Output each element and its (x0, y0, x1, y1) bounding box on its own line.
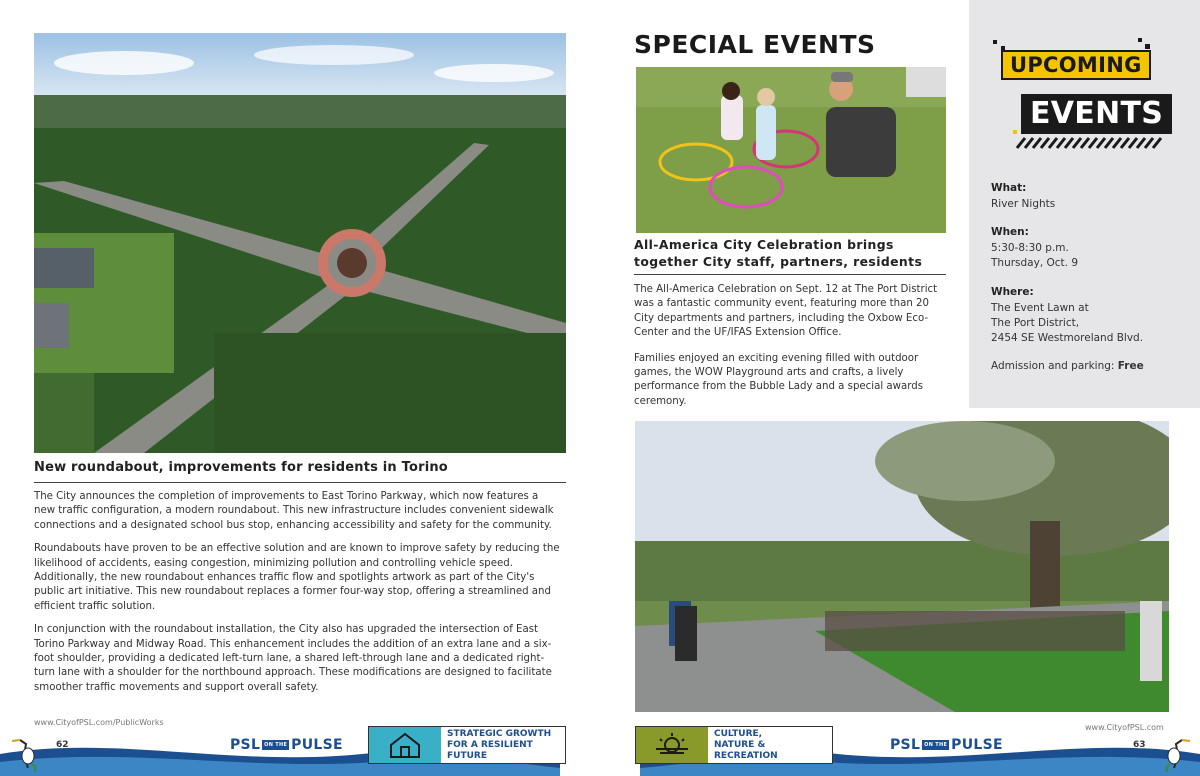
upcoming-label: UPCOMING (1001, 50, 1151, 80)
article-paragraph: The City announces the completion of improvements to East Torino Parkway, which now features a new traffic configuration, a modern roundabout. This new infrastructure includes convenient sidewalk connections and a designated school bus stop, enhancing accessibility and safety for the community. (34, 491, 554, 531)
upcoming-events-title (993, 38, 1173, 158)
footer-wave (0, 726, 1200, 776)
celebration-article-body (634, 283, 952, 418)
pillar-label: CULTURE, NATURE & RECREATION (714, 728, 778, 761)
sunset-icon (652, 731, 692, 759)
roundabout-aerial-photo (34, 33, 566, 453)
hula-hoop-photo (636, 67, 946, 233)
psl-pulse-logo (890, 737, 1003, 753)
when-value: 5:30-8:30 p.m. Thursday, Oct. 9 (991, 242, 1079, 269)
logo-pulse: PULSE (951, 737, 1003, 753)
heron-icon (1160, 736, 1190, 772)
logo-on-the: ON THE (924, 742, 948, 748)
house-icon-tile (369, 727, 441, 763)
psl-pulse-logo (230, 737, 343, 753)
logo-pulse: PULSE (291, 737, 343, 753)
port-district-event-photo (635, 421, 1169, 712)
celebration-headline: All-America City Celebration brings together City staff, partners, residents (634, 236, 946, 275)
strategic-growth-pillar (368, 726, 566, 764)
what-label: What: (991, 182, 1027, 194)
article-paragraph: In conjunction with the roundabout installation, the City also has upgraded the intersection of East Torino Parkway and Midway Road. This enhancement includes the addition of an extra lane and a six-foot shoulder, providing a dedicated left-turn lane, a shared left-through lane and a dedicated right-turn lane with a shoulder for the northbound approach. These modifications are designed to facilitate smoother traffic movements and support overall safety. (34, 624, 552, 693)
admission-value: Free (1117, 360, 1144, 372)
admission-info (991, 359, 1144, 374)
page-number-right: 63 (1133, 740, 1146, 750)
events-label: EVENTS (1021, 94, 1172, 134)
logo-psl: PSL (230, 737, 261, 753)
house-icon (387, 731, 423, 759)
culture-nature-pillar (635, 726, 833, 764)
section-title: SPECIAL EVENTS (634, 30, 876, 59)
what-value: River Nights (991, 198, 1056, 210)
roundabout-article-body (34, 490, 562, 704)
article-paragraph: The All-America Celebration on Sept. 12 at The Port District was a fantastic community event, featuring more than 20 City departments and partners, including the Oxbow Eco-Center and the UF/IFAS Extension Office. (634, 284, 938, 339)
public-works-url[interactable]: www.CityofPSL.com/PublicWorks (34, 718, 164, 727)
heron-icon (12, 736, 42, 772)
logo-on-the: ON THE (264, 742, 288, 748)
article-paragraph: Roundabouts have proven to be an effective solution and are known to improve safety by reducing the likelihood of accidents, easing congestion, minimizing pollution and controlling vehicle speed. Additionally, the new roundabout enhances traffic flow and spotlights artwork as part of the City's public art initiative. This new roundabout replaces a former four-way stop, offering a streamlined and efficient traffic solution. (34, 543, 560, 612)
pillar-label: STRATEGIC GROWTH FOR A RESILIENT FUTURE (447, 728, 552, 761)
sunset-icon-tile (636, 727, 708, 763)
admission-label: Admission and parking: (991, 360, 1118, 372)
article-paragraph: Families enjoyed an exciting evening filled with outdoor games, the WOW Playground arts and crafts, a lively performance from the Bubble Lady and a special awards ceremony. (634, 352, 924, 407)
logo-psl: PSL (890, 737, 921, 753)
city-website-url[interactable]: www.CityofPSL.com (1085, 723, 1164, 732)
where-label: Where: (991, 286, 1034, 298)
when-label: When: (991, 226, 1029, 238)
page-number-left: 62 (56, 740, 69, 750)
roundabout-headline: New roundabout, improvements for residents in Torino (34, 460, 566, 483)
where-value: The Event Lawn at The Port District, 2454 SE Westmoreland Blvd. (991, 302, 1144, 344)
